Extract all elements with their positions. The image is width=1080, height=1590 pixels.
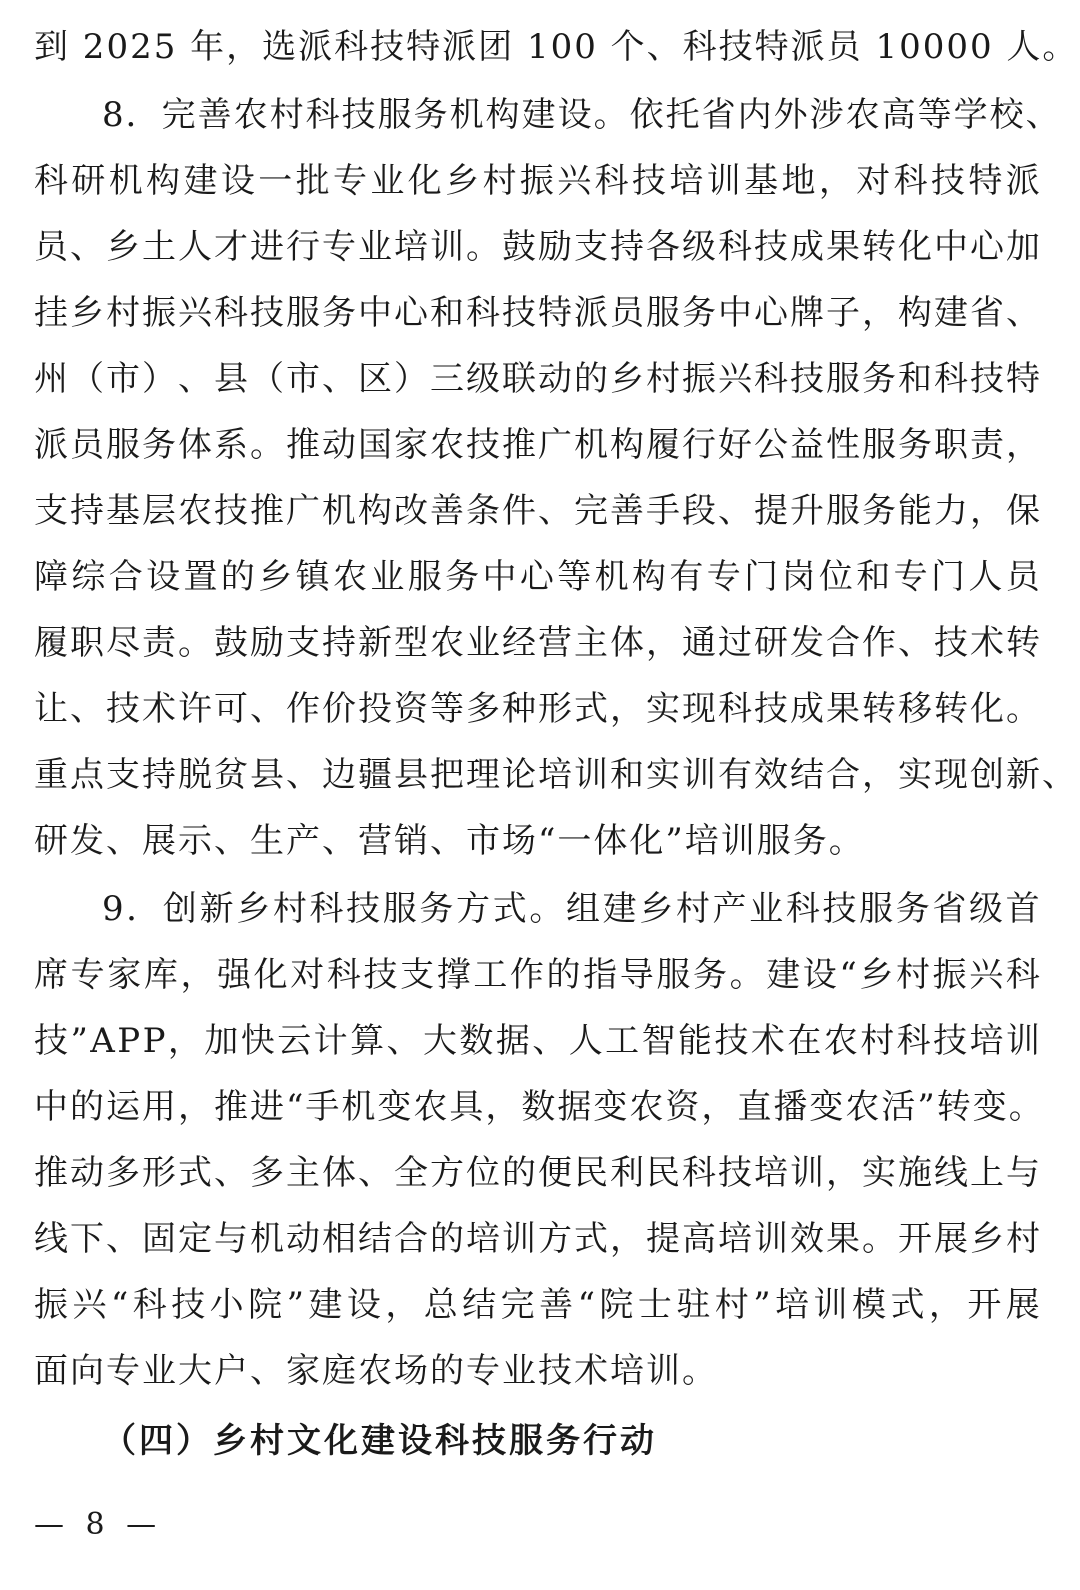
text-line: 中 的 运 用 ， 推 进 “ 手 机 变 农 具 ， 数 据 变 农 资 ， 直 播 变 农 活 ” 转 变 。: [34, 1087, 1045, 1127]
text-line: 州 （ 市 ） 、 县 （ 市 、 区 ） 三 级 联 动 的 乡 村 振 兴 科 技 服 务 和 科 技 特: [34, 359, 1042, 399]
text-line: 线 下 、 固 定 与 机 动 相 结 合 的 培 训 方 式 ， 提 高 培 训 效 果 。 开 展 乡 村: [34, 1219, 1042, 1259]
text-line: 障 综 合 设 置 的 乡 镇 农 业 服 务 中 心 等 机 构 有 专 门 岗 位 和 专 门 人 员: [34, 557, 1042, 597]
text-line: 振 兴 “ 科 技 小 院 ” 建 设 ， 总 结 完 善 “ 院 士 驻 村 ” 培 训 模 式 ， 开 展: [34, 1285, 1042, 1325]
page-number: — 8 —: [34, 1507, 163, 1542]
text-line: 履 职 尽 责 。 鼓 励 支 持 新 型 农 业 经 营 主 体 ， 通 过 研 发 合 作 、 技 术 转: [34, 623, 1042, 663]
text-line: 到 2025 年，选派科技特派团 100 个、科技特派员 10000 人。: [34, 27, 1079, 67]
text-line: 8 ． 完 善 农 村 科 技 服 务 机 构 建 设 。 依 托 省 内 外 涉 农 高 等 学 校 、: [102, 95, 1062, 135]
text-line: 9 ． 创 新 乡 村 科 技 服 务 方 式 。 组 建 乡 村 产 业 科 技 服 务 省 级 首: [102, 889, 1042, 929]
text-line: 重 点 支 持 脱 贫 县 、 边 疆 县 把 理 论 培 训 和 实 训 有 效 结 合 ， 实 现 创 新 、: [34, 755, 1078, 795]
text-line: 推 动 多 形 式 、 多 主 体 、 全 方 位 的 便 民 利 民 科 技 培 训 ， 实 施 线 上 与: [34, 1153, 1042, 1193]
text-line: 科 研 机 构 建 设 一 批 专 业 化 乡 村 振 兴 科 技 培 训 基 地 ， 对 科 技 特 派: [34, 161, 1042, 201]
text-line: 支 持 基 层 农 技 推 广 机 构 改 善 条 件 、 完 善 手 段 、 提 升 服 务 能 力 ， 保: [34, 491, 1042, 531]
section-heading: （四）乡村文化建设科技服务行动: [102, 1421, 657, 1461]
text-line: 技 ” A P P ， 加 快 云 计 算 、 大 数 据 、 人 工 智 能 技 术 在 农 村 科 技 培 训: [34, 1021, 1042, 1061]
text-line: 让 、 技 术 许 可 、 作 价 投 资 等 多 种 形 式 ， 实 现 科 技 成 果 转 移 转 化 。: [34, 689, 1042, 729]
text-line: 研发、展示、生产、营销、市场“一体化”培训服务。: [34, 821, 865, 861]
text-line: 派 员 服 务 体 系 。 推 动 国 家 农 技 推 广 机 构 履 行 好 公 益 性 服 务 职 责 ，: [34, 425, 1042, 465]
text-line: 员 、 乡 土 人 才 进 行 专 业 培 训 。 鼓 励 支 持 各 级 科 技 成 果 转 化 中 心 加: [34, 227, 1042, 267]
text-line: 面向专业大户、家庭农场的专业技术培训。: [34, 1351, 718, 1391]
text-line: 席 专 家 库 ， 强 化 对 科 技 支 撑 工 作 的 指 导 服 务 。 建 设 “ 乡 村 振 兴 科: [34, 955, 1042, 995]
text-line: 挂 乡 村 振 兴 科 技 服 务 中 心 和 科 技 特 派 员 服 务 中 心 牌 子 ， 构 建 省 、: [34, 293, 1042, 333]
